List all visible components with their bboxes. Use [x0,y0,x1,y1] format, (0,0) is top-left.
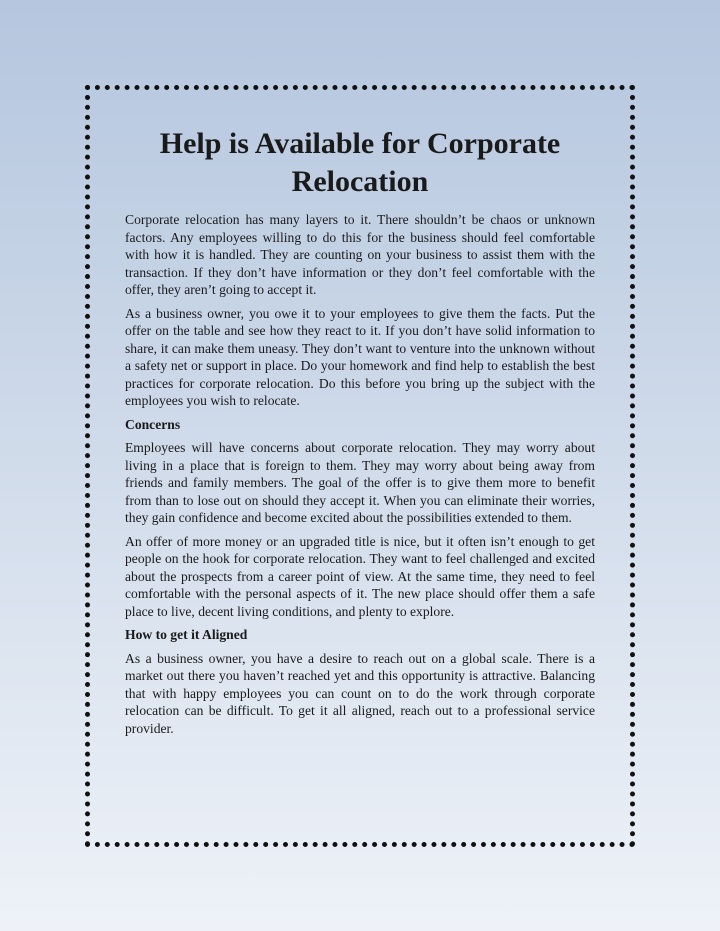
section-heading-aligned: How to get it Aligned [125,627,248,642]
intro-paragraph: As a business owner, you owe it to your employees to give them the facts. Put the offer on the table and see how they react to it. If you don’t have solid information to share, it can make them uneasy. They don’t want to venture into the unknown without a safety net or support in place. Do your homework and find help to establish the best practices for corporate relocation. Do this before you bring up the subject with the employees you wish to relocate. [125,305,595,408]
document-content [125,125,595,743]
section-heading-concerns: Concerns [125,416,181,432]
aligned-paragraph: As a business owner, you have a desire to reach out on a global scale. There is a market out there you haven’t reached yet and this opportunity is attractive. Balancing that with happy employees you can count on to do the work through corporate relocation can be difficult. To get it all aligned, reach out to a professional service provider. [125,650,595,736]
concerns-paragraph: An offer of more money or an upgraded title is nice, but it often isn’t enough to get people on the hook for corporate relocation. They want to feel challenged and excited about the prospects from a career point of view. At the same time, they need to feel comfortable with the personal aspects of it. The new place should offer them a safe place to live, decent living conditions, and plenty to explore. [125,533,595,619]
document-body [125,211,595,737]
page-title: Help is Available for Corporate Relocation [159,127,561,198]
intro-paragraph: Corporate relocation has many layers to it. There shouldn’t be chaos or unknown factors. Any employees willing to do this for the business should feel comfortable with how it is handled. They are counting on your business to assist them with the transaction. If they don’t have information or they don’t feel comfortable with the offer, they aren’t going to accept it. [125,212,595,297]
concerns-paragraph: Employees will have concerns about corporate relocation. They may worry about living in a place that is foreign to them. They may worry about being away from friends and family members. The goal of the offer is to give them more to benefit from than to lose out on should they accept it. When you can eliminate their worries, they gain confidence and become excited about the possibilities extended to them. [125,440,595,525]
